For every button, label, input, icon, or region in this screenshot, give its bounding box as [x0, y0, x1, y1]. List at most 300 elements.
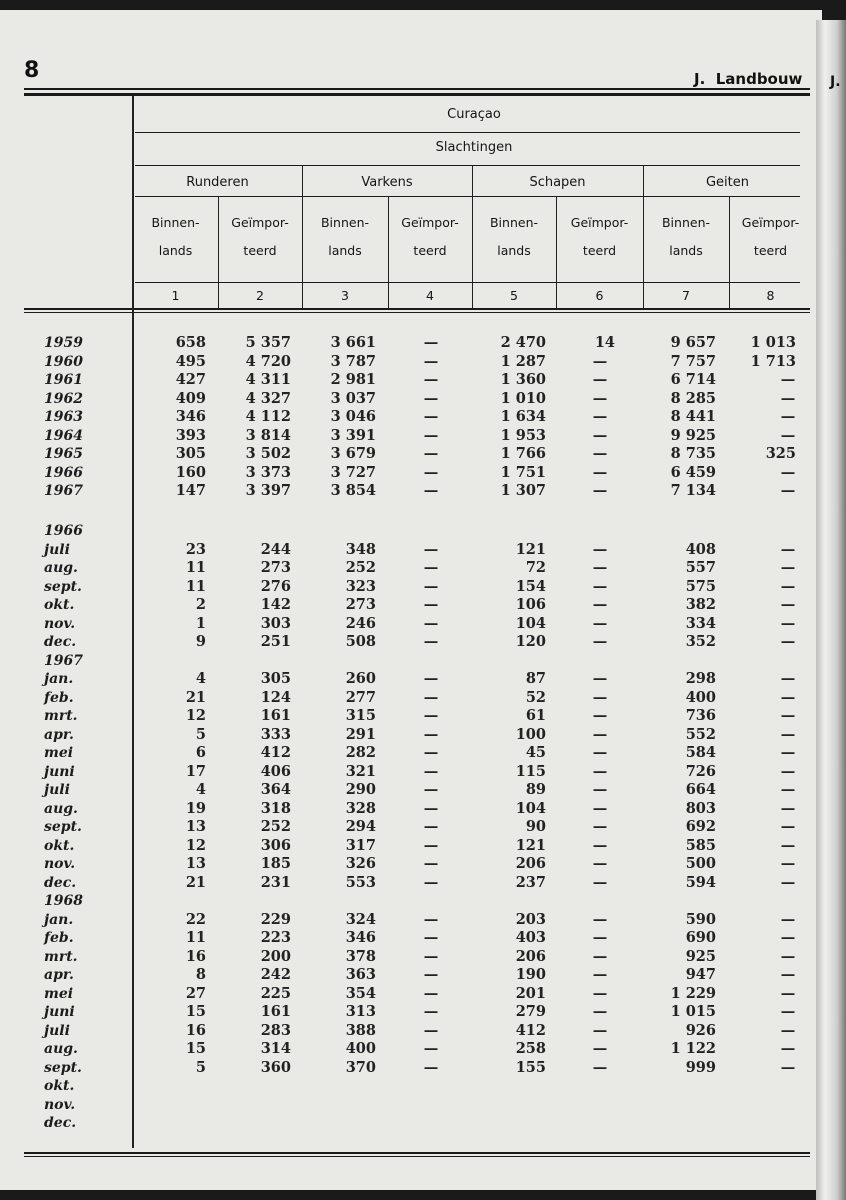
cell-col-8: —	[780, 966, 796, 983]
cell-col-6: —	[592, 463, 608, 481]
cell-col-4: —	[423, 744, 439, 761]
cell-col-3: 321	[345, 762, 376, 780]
cell-col-2: 406	[260, 762, 291, 780]
cell-col-6: —	[592, 408, 608, 425]
table-row	[0, 911, 816, 930]
cell-col-7: 690	[685, 929, 716, 946]
cell-col-3: 3 787	[330, 352, 376, 370]
cell-col-8: —	[780, 559, 796, 576]
cell-col-6: —	[592, 1058, 608, 1076]
table-row	[0, 948, 816, 967]
row-label: 1966	[44, 464, 83, 481]
cell-col-4: —	[423, 596, 439, 613]
sub-heading-top: Binnen-	[661, 215, 711, 230]
cell-col-3: 346	[345, 929, 376, 946]
cell-col-8: —	[780, 1040, 796, 1057]
cell-col-6: —	[592, 426, 608, 444]
cell-col-5: 104	[515, 799, 546, 817]
table-row	[0, 874, 816, 893]
cell-col-8: —	[780, 762, 796, 780]
cell-col-1: 2	[195, 596, 206, 613]
cell-col-3: 3 661	[330, 334, 376, 351]
cell-col-7: 7 134	[670, 482, 716, 499]
cell-col-3: 370	[345, 1058, 376, 1076]
cell-col-1: 346	[175, 408, 206, 425]
cell-col-3: 378	[345, 947, 376, 965]
row-label: 1962	[44, 390, 83, 407]
sub-heading-top: Binnen-	[320, 215, 370, 230]
cell-col-5: 115	[515, 762, 546, 780]
cell-col-8: 1 713	[750, 352, 796, 370]
cell-col-6: —	[592, 1021, 608, 1039]
cell-col-5: 1 287	[500, 352, 546, 370]
cell-col-8: —	[780, 688, 796, 706]
cell-col-8: —	[780, 596, 796, 613]
cell-col-6: —	[592, 929, 608, 946]
cell-col-4: —	[423, 688, 439, 706]
row-label: feb.	[44, 689, 74, 706]
cell-col-2: 4 311	[245, 371, 291, 388]
cell-col-5: 206	[515, 855, 546, 872]
table-row	[0, 818, 816, 837]
row-label: okt.	[44, 1078, 75, 1094]
cell-col-3: 400	[345, 1040, 376, 1057]
cell-col-7: 947	[685, 966, 716, 983]
cell-col-1: 15	[185, 1003, 206, 1020]
cell-col-3: 252	[345, 559, 376, 576]
cell-col-7: 8 285	[670, 389, 716, 407]
cell-col-7: 999	[685, 1058, 716, 1076]
cell-col-8: —	[780, 389, 796, 407]
cell-col-5: 100	[515, 725, 546, 743]
sub-heading-bottom: teerd	[582, 243, 617, 258]
cell-col-1: 4	[195, 670, 206, 687]
cell-col-7: 552	[685, 725, 716, 743]
cell-col-2: 3 814	[245, 426, 291, 444]
row-label: aug.	[44, 1041, 78, 1057]
table-row	[0, 1022, 816, 1041]
cell-col-3: 363	[345, 966, 376, 983]
sub-heading-top: Geïmpor-	[741, 215, 800, 230]
cell-col-8: —	[780, 614, 796, 632]
row-label: mrt.	[44, 948, 78, 965]
row-label: jan.	[44, 911, 74, 928]
species-heading: Schapen	[529, 175, 586, 190]
cell-col-3: 326	[345, 855, 376, 872]
cell-col-1: 27	[185, 984, 206, 1002]
cell-col-7: 9 925	[670, 426, 716, 444]
cell-col-3: 277	[345, 688, 376, 706]
cell-col-4: —	[423, 929, 439, 946]
cell-col-4: —	[423, 707, 439, 724]
row-label: apr.	[44, 726, 74, 743]
column-number: 4	[426, 288, 434, 303]
table-row	[0, 334, 816, 353]
cell-col-3: 3 854	[330, 482, 376, 499]
cell-col-3: 553	[345, 873, 376, 891]
region-heading: Curaçao	[447, 107, 501, 122]
section-year-row	[0, 892, 816, 911]
cell-col-4: —	[423, 408, 439, 425]
cell-col-4: —	[423, 559, 439, 576]
table-row	[0, 985, 816, 1004]
cell-col-7: 500	[685, 855, 716, 872]
cell-col-3: 315	[345, 707, 376, 724]
row-label: juli	[44, 541, 70, 558]
cell-col-8: —	[780, 725, 796, 743]
cell-col-4: —	[423, 1003, 439, 1020]
cell-col-4: —	[423, 540, 439, 558]
cell-col-2: 251	[260, 633, 291, 650]
cell-col-7: 584	[685, 744, 716, 761]
table-row	[0, 353, 816, 372]
cell-col-8: —	[780, 781, 796, 798]
cell-col-7: 8 441	[670, 408, 716, 425]
sub-heading-bottom: teerd	[753, 243, 788, 258]
table-row	[0, 559, 816, 578]
cell-col-3: 294	[345, 818, 376, 835]
cell-col-1: 16	[185, 1021, 206, 1039]
cell-col-7: 6 459	[670, 463, 716, 481]
bottom-rule	[24, 1152, 810, 1154]
cell-col-5: 87	[525, 670, 546, 687]
cell-col-1: 21	[185, 873, 206, 891]
cell-col-4: —	[423, 352, 439, 370]
next-page-head: J.	[830, 74, 841, 90]
row-label: 1959	[44, 335, 83, 351]
cell-col-1: 427	[175, 371, 206, 388]
cell-col-2: 223	[260, 929, 291, 946]
cell-col-7: 8 735	[670, 445, 716, 462]
topic-heading: Slachtingen	[435, 140, 513, 155]
cell-col-4: —	[423, 334, 439, 351]
cell-col-7: 7 757	[670, 352, 716, 370]
row-label: 1961	[44, 372, 83, 388]
cell-col-4: —	[423, 614, 439, 632]
row-label: aug.	[44, 800, 78, 817]
table-row	[0, 390, 816, 409]
row-label: mei	[44, 985, 74, 1002]
page-number: 8	[24, 58, 40, 83]
cell-col-2: 142	[260, 596, 291, 613]
cell-col-1: 305	[175, 445, 206, 462]
cell-col-5: 90	[525, 818, 546, 835]
running-head: J. Landbouw	[694, 70, 803, 88]
table-row	[0, 929, 816, 948]
top-rule	[24, 88, 810, 90]
header-rule	[135, 165, 800, 166]
cell-col-6: —	[592, 725, 608, 743]
cell-col-8: —	[780, 1003, 796, 1020]
cell-col-1: 5	[195, 725, 206, 743]
cell-col-2: 4 112	[245, 408, 291, 425]
cell-col-5: 412	[515, 1021, 546, 1039]
table-row	[0, 445, 816, 464]
cell-col-2: 4 327	[245, 389, 291, 407]
cell-col-1: 11	[185, 577, 206, 595]
row-label: mei	[44, 745, 74, 761]
cell-col-7: 664	[685, 781, 716, 798]
cell-col-1: 4	[195, 781, 206, 798]
cell-col-5: 1 751	[500, 463, 546, 481]
cell-col-4: —	[423, 947, 439, 965]
row-label: nov.	[44, 1096, 76, 1113]
table-row	[0, 464, 816, 483]
cell-col-1: 9	[195, 633, 206, 650]
cell-col-5: 1 307	[500, 482, 546, 499]
cell-col-1: 23	[185, 540, 206, 558]
cell-col-3: 3 679	[330, 445, 376, 462]
cell-col-8: —	[780, 818, 796, 835]
cell-col-8: —	[780, 408, 796, 425]
cell-col-3: 290	[345, 781, 376, 798]
cell-col-5: 106	[515, 596, 546, 613]
cell-col-3: 313	[345, 1003, 376, 1020]
cell-col-4: —	[423, 633, 439, 650]
cell-col-5: 1 953	[500, 426, 546, 444]
cell-col-4: —	[423, 762, 439, 780]
table-row	[0, 427, 816, 446]
cell-col-5: 1 360	[500, 371, 546, 388]
cell-col-5: 72	[525, 559, 546, 576]
cell-col-6: —	[592, 910, 608, 928]
column-number: 2	[256, 288, 264, 303]
cell-col-7: 1 229	[670, 984, 716, 1002]
table-row	[0, 855, 816, 874]
sub-heading-bottom: teerd	[243, 243, 277, 258]
cell-col-2: 185	[260, 855, 291, 872]
cell-col-5: 403	[515, 929, 546, 946]
cell-col-3: 328	[345, 799, 376, 817]
cell-col-2: 364	[260, 781, 291, 798]
row-label: sept.	[44, 1059, 82, 1076]
cell-col-8: —	[780, 482, 796, 499]
row-label: juli	[44, 1022, 70, 1039]
row-label: 1963	[44, 409, 83, 425]
cell-col-5: 201	[515, 984, 546, 1002]
cell-col-6: —	[592, 633, 608, 650]
cell-col-2: 333	[260, 725, 291, 743]
cell-col-7: 925	[685, 947, 716, 965]
cell-col-1: 5	[195, 1058, 206, 1076]
table-row	[0, 966, 816, 985]
table-row	[0, 763, 816, 782]
cell-col-4: —	[423, 1021, 439, 1039]
cell-col-5: 121	[515, 540, 546, 558]
cell-col-2: 161	[260, 707, 291, 724]
cell-col-7: 590	[685, 910, 716, 928]
cell-col-8: —	[780, 836, 796, 854]
cell-col-4: —	[423, 781, 439, 798]
section-year-label: 1968	[44, 893, 83, 909]
row-label: nov.	[44, 856, 76, 872]
cell-col-7: 334	[685, 614, 716, 632]
table-row	[0, 1114, 816, 1133]
row-label: dec.	[44, 634, 77, 650]
table-row	[0, 726, 816, 745]
table-row	[0, 689, 816, 708]
cell-col-3: 246	[345, 614, 376, 632]
cell-col-4: —	[423, 984, 439, 1002]
cell-col-5: 61	[525, 707, 546, 724]
cell-col-4: —	[423, 910, 439, 928]
cell-col-2: 200	[260, 947, 291, 965]
sub-heading-bottom: lands	[497, 243, 531, 258]
table-row	[0, 781, 816, 800]
cell-col-8: —	[780, 910, 796, 928]
cell-col-7: 352	[685, 633, 716, 650]
cell-col-7: 298	[685, 670, 716, 687]
cell-col-3: 3 391	[330, 426, 376, 444]
table-row	[0, 837, 816, 856]
cell-col-3: 388	[345, 1021, 376, 1039]
cell-col-7: 400	[685, 688, 716, 706]
cell-col-6: —	[592, 799, 608, 817]
section-year-label: 1966	[44, 523, 83, 539]
row-label: jan.	[44, 671, 74, 687]
cell-col-5: 279	[515, 1003, 546, 1020]
cell-col-8: —	[780, 670, 796, 687]
cell-col-4: —	[423, 818, 439, 835]
cell-col-2: 242	[260, 966, 291, 983]
cell-col-6: —	[592, 1003, 608, 1020]
row-label: nov.	[44, 615, 76, 632]
cell-col-6: —	[592, 688, 608, 706]
cell-col-3: 324	[345, 910, 376, 928]
cell-col-8: 1 013	[750, 334, 796, 351]
table-row	[0, 1096, 816, 1115]
cell-col-6: —	[592, 559, 608, 576]
cell-col-5: 120	[515, 633, 546, 650]
cell-col-5: 104	[515, 614, 546, 632]
cell-col-3: 3 046	[330, 408, 376, 425]
cell-col-6: —	[592, 947, 608, 965]
row-label: dec.	[44, 1115, 77, 1131]
column-number: 7	[682, 288, 690, 303]
cell-col-8: —	[780, 633, 796, 650]
cell-col-8: —	[780, 707, 796, 724]
cell-col-7: 575	[685, 577, 716, 595]
cell-col-1: 13	[185, 818, 206, 835]
cell-col-2: 161	[260, 1003, 291, 1020]
cell-col-2: 5 357	[245, 334, 291, 351]
cell-col-4: —	[423, 1058, 439, 1076]
page-binding-edge	[816, 20, 846, 1200]
table-row	[0, 1003, 816, 1022]
cell-col-6: —	[592, 984, 608, 1002]
cell-col-1: 160	[175, 463, 206, 481]
cell-col-8: —	[780, 947, 796, 965]
cell-col-1: 1	[195, 614, 206, 632]
cell-col-7: 736	[685, 707, 716, 724]
cell-col-7: 6 714	[670, 371, 716, 388]
cell-col-5: 258	[515, 1040, 546, 1057]
cell-col-4: —	[423, 836, 439, 854]
cell-col-1: 11	[185, 559, 206, 576]
cell-col-5: 1 634	[500, 408, 546, 425]
cell-col-6: —	[592, 352, 608, 370]
cell-col-1: 12	[185, 836, 206, 854]
cell-col-2: 360	[260, 1058, 291, 1076]
cell-col-5: 52	[525, 688, 546, 706]
cell-col-2: 273	[260, 559, 291, 576]
cell-col-2: 229	[260, 910, 291, 928]
cell-col-2: 318	[260, 799, 291, 817]
cell-col-5: 154	[515, 577, 546, 595]
table-row	[0, 371, 816, 390]
cell-col-1: 409	[175, 389, 206, 407]
table-row	[0, 707, 816, 726]
cell-col-5: 89	[525, 781, 546, 798]
cell-col-7: 726	[685, 762, 716, 780]
cell-col-3: 508	[345, 633, 376, 650]
cell-col-6: —	[592, 482, 608, 499]
cell-col-6: —	[592, 818, 608, 835]
table-row	[0, 670, 816, 689]
cell-col-5: 2 470	[500, 334, 546, 351]
cell-col-2: 305	[260, 670, 291, 687]
cell-col-7: 803	[685, 799, 716, 817]
species-heading: Geiten	[705, 175, 750, 190]
column-number: 3	[341, 288, 349, 303]
table-row	[0, 615, 816, 634]
column-number: 5	[510, 288, 518, 303]
cell-col-2: 283	[260, 1021, 291, 1039]
table-row	[0, 578, 816, 597]
table-row	[0, 408, 816, 427]
cell-col-6: —	[592, 540, 608, 558]
cell-col-3: 260	[345, 670, 376, 687]
row-label: feb.	[44, 930, 74, 946]
cell-col-3: 354	[345, 984, 376, 1002]
section-year-label: 1967	[44, 652, 83, 669]
sub-heading-top: Geïmpor-	[231, 215, 289, 230]
cell-col-1: 8	[195, 966, 206, 983]
cell-col-2: 244	[260, 540, 291, 558]
table-row	[0, 744, 816, 763]
cell-col-4: —	[423, 725, 439, 743]
cell-col-5: 237	[515, 873, 546, 891]
cell-col-8: —	[780, 577, 796, 595]
row-label: juli	[44, 782, 70, 798]
cell-col-1: 495	[175, 352, 206, 370]
column-number: 8	[766, 288, 775, 303]
cell-col-8: —	[780, 855, 796, 872]
column-number: 1	[171, 288, 180, 303]
cell-col-7: 382	[685, 596, 716, 613]
row-label: 1960	[44, 353, 83, 370]
row-label: apr.	[44, 967, 74, 983]
cell-col-6: —	[592, 614, 608, 632]
cell-col-5: 121	[515, 836, 546, 854]
cell-col-8: —	[780, 984, 796, 1002]
cell-col-2: 276	[260, 577, 291, 595]
cell-col-6: —	[592, 596, 608, 613]
table-row	[0, 482, 816, 501]
cell-col-6: —	[592, 670, 608, 687]
species-heading: Varkens	[361, 175, 413, 190]
table-row	[0, 541, 816, 560]
cell-col-2: 3 502	[245, 445, 291, 462]
cell-col-6: —	[592, 781, 608, 798]
cell-col-7: 557	[685, 559, 716, 576]
cell-col-1: 22	[185, 910, 206, 928]
cell-col-2: 412	[260, 744, 291, 761]
cell-col-1: 147	[175, 482, 206, 499]
species-heading: Runderen	[186, 175, 249, 190]
cell-col-2: 303	[260, 614, 291, 632]
cell-col-1: 393	[175, 426, 206, 444]
